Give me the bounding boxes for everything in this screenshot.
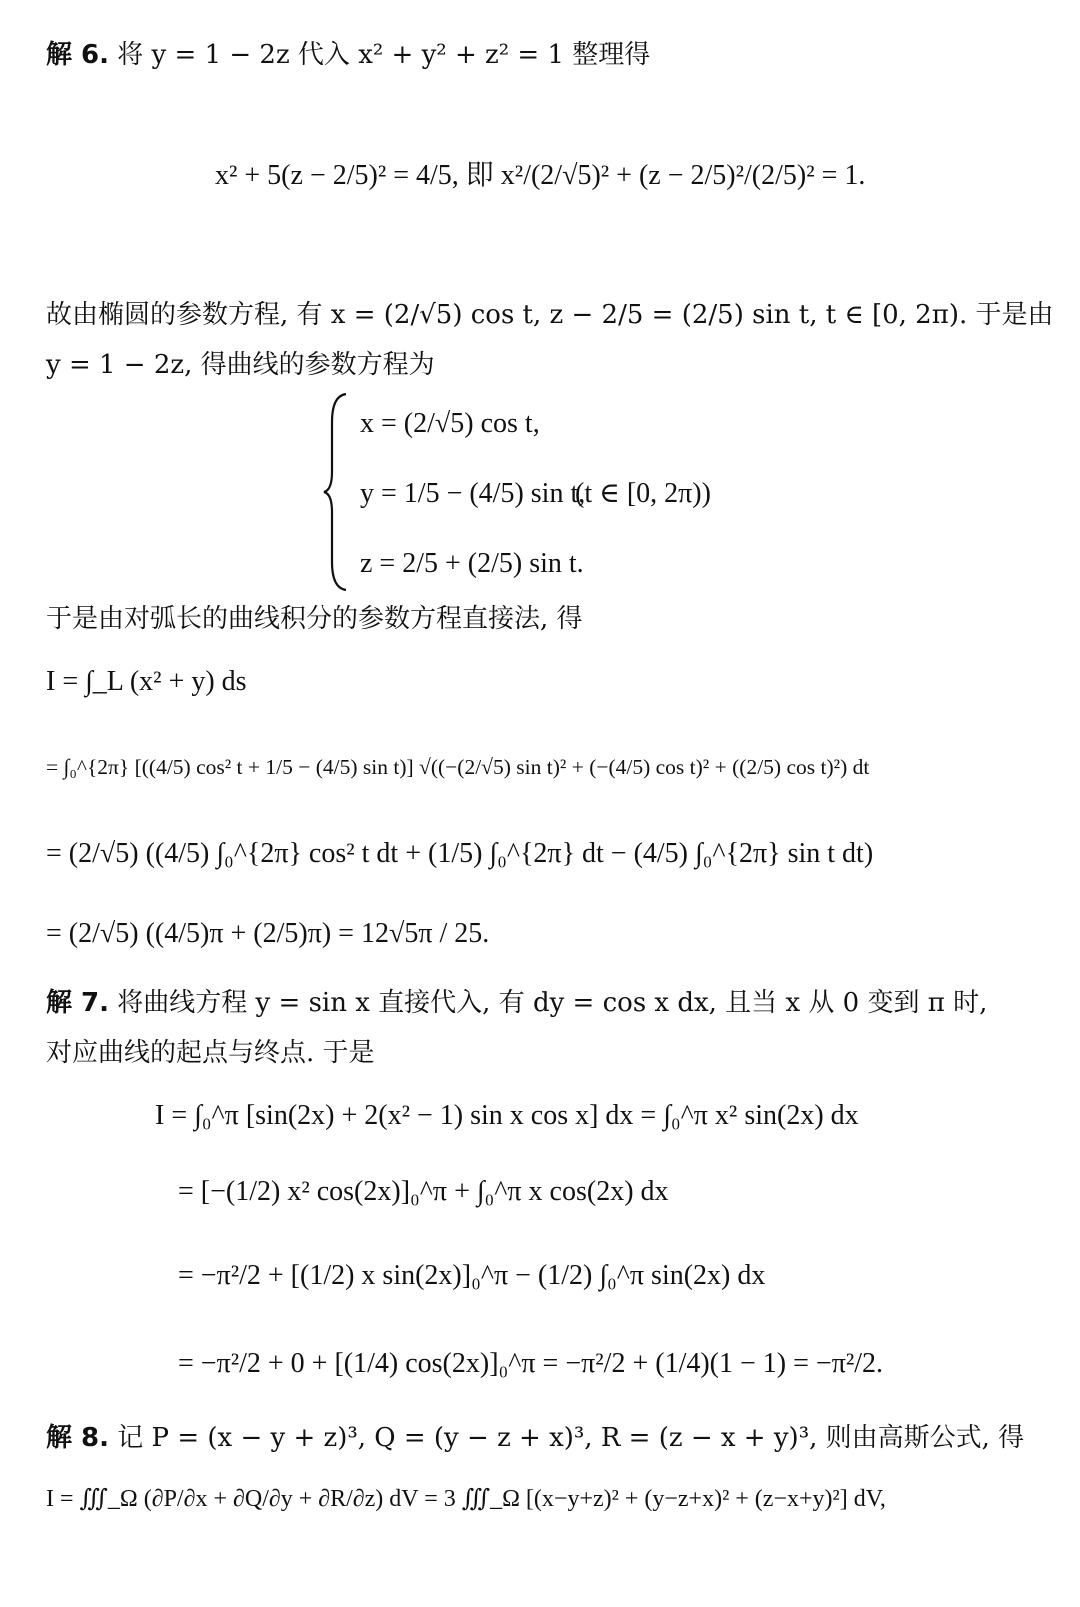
sys-y: y = 1/5 − (4/5) sin t, xyxy=(360,478,586,509)
sol6-integral-1: I = ∫_L (x² + y) ds xyxy=(46,666,247,697)
sol8-text1: 记 P = (x − y + z)³, Q = (y − z + x)³, R = (z − x + y)³, 则由高斯公式, 得 xyxy=(117,1423,1025,1453)
sol7-eq2: = [−(1/2) x² cos(2x)]₀^π + ∫₀^π x cos(2x) dx xyxy=(178,1176,669,1207)
sys-z: z = 2/5 + (2/5) sin t. xyxy=(360,548,584,579)
sol8-text1-line xyxy=(46,1425,1024,1451)
sol7-text1-line xyxy=(46,990,987,1016)
sol8-eq1: I = ∭_Ω (∂P/∂x + ∂Q/∂y + ∂R/∂z) dV = 3 ∭_Ω [(x−y+z)² + (y−z+x)² + (z−x+y)²] dV, xyxy=(46,1486,886,1512)
sol6-intro: 将 y = 1 − 2z 代入 x² + y² + z² = 1 整理得 xyxy=(117,40,651,70)
sol7-text2: 对应曲线的起点与终点. 于是 xyxy=(46,1038,375,1068)
sys-x: x = (2/√5) cos t, xyxy=(360,408,540,439)
sol6-integral-4: = (2/√5) ((4/5)π + (2/5)π) = 12√5π / 25. xyxy=(46,918,490,949)
sol6-intro-line xyxy=(46,42,650,68)
sol6-text1: 故由椭圆的参数方程, 有 x = (2/√5) cos t, z − 2/5 = (2/5) sin t, t ∈ [0, 2π). 于是由 xyxy=(46,300,1054,330)
sol6-text2: y = 1 − 2z, 得曲线的参数方程为 xyxy=(46,350,435,380)
left-brace xyxy=(322,392,352,592)
sol7-text1: 将曲线方程 y = sin x 直接代入, 有 dy = cos x dx, 且当 x 从 0 变到 π 时, xyxy=(117,988,988,1018)
sol7-heading: 解 7. xyxy=(46,988,110,1018)
sol6-heading: 解 6. xyxy=(46,40,110,70)
sys-range: (t ∈ [0, 2π)) xyxy=(575,478,711,509)
sol8-heading: 解 8. xyxy=(46,1423,110,1453)
sol6-integral-2: = ∫₀^{2π} [((4/5) cos² t + 1/5 − (4/5) sin t)] √((−(2/√5) sin t)² + (−(4/5) cos t)² + ((2/5) cos t)²) dt xyxy=(46,755,870,779)
sol6-integral-3: = (2/√5) ((4/5) ∫₀^{2π} cos² t dt + (1/5) ∫₀^{2π} dt − (4/5) ∫₀^{2π} sin t dt) xyxy=(46,838,874,869)
sol7-eq4: = −π²/2 + 0 + [(1/4) cos(2x)]₀^π = −π²/2 + (1/4)(1 − 1) = −π²/2. xyxy=(178,1348,884,1379)
sol6-text3: 于是由对弧长的曲线积分的参数方程直接法, 得 xyxy=(46,604,583,634)
sol7-eq3: = −π²/2 + [(1/2) x sin(2x)]₀^π − (1/2) ∫₀^π sin(2x) dx xyxy=(178,1260,766,1291)
sol6-ellipse-equation: x² + 5(z − 2/5)² = 4/5, 即 x²/(2/√5)² + (z − 2/5)²/(2/5)² = 1. xyxy=(215,160,866,191)
sol7-eq1: I = ∫₀^π [sin(2x) + 2(x² − 1) sin x cos x] dx = ∫₀^π x² sin(2x) dx xyxy=(155,1100,859,1131)
